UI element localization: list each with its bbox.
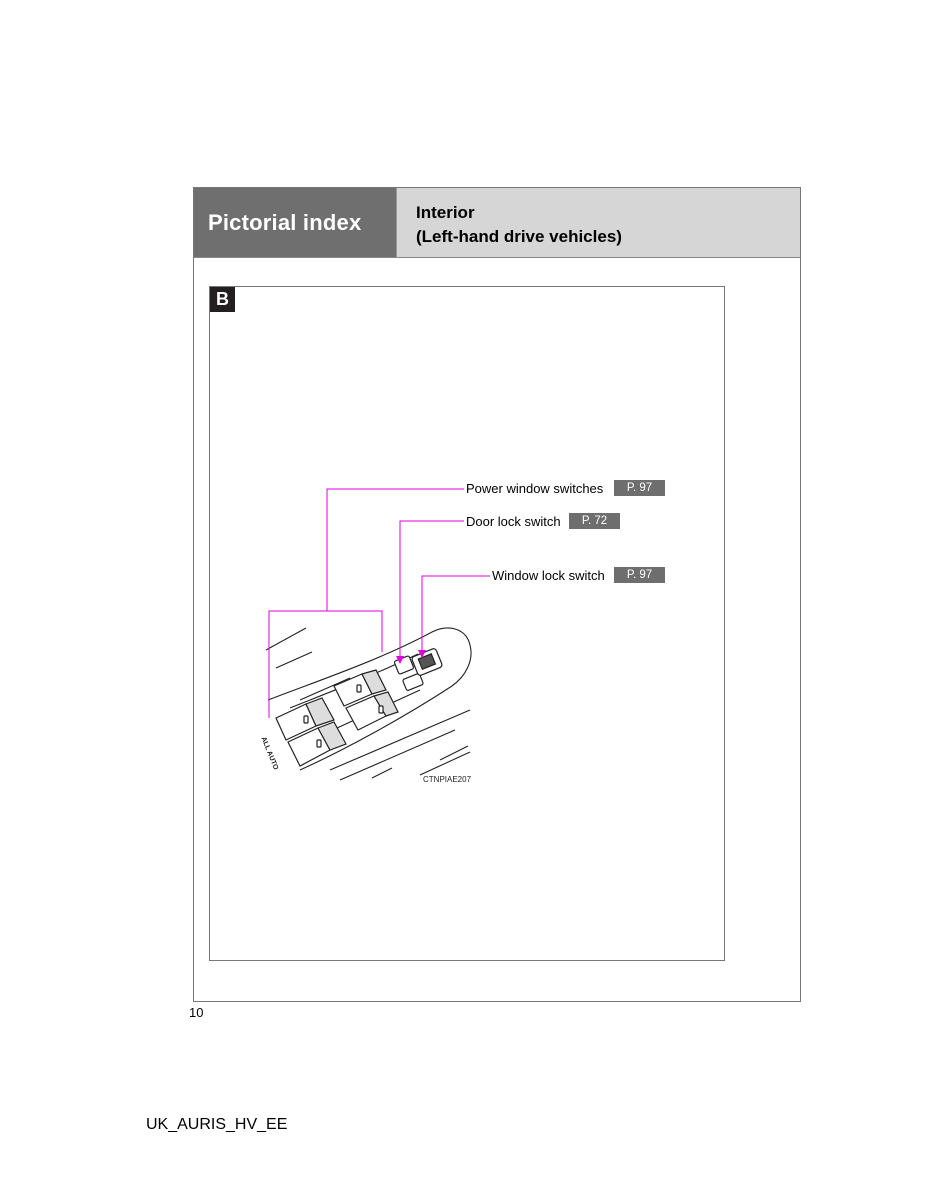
lock-switch-group: [394, 648, 443, 691]
page-ref-door-lock[interactable]: P. 72: [569, 513, 620, 529]
subtitle-line-1: Interior: [416, 203, 475, 222]
all-auto-label: ALL AUTO: [259, 736, 280, 771]
page-number: 10: [189, 1005, 204, 1020]
page-ref-power-window[interactable]: P. 97: [614, 480, 665, 496]
callout-label-window-lock: Window lock switch: [492, 568, 605, 583]
callout-label-door-lock: Door lock switch: [466, 514, 561, 529]
page-ref-window-lock[interactable]: P. 97: [614, 567, 665, 583]
section-letter-badge: B: [210, 287, 235, 312]
section-title: Pictorial index: [194, 188, 396, 257]
callout-label-power-window: Power window switches: [466, 481, 604, 496]
window-switch-group: [276, 670, 398, 766]
image-code: CTNPIAE207: [423, 775, 472, 784]
subtitle-line-2: (Left-hand drive vehicles): [416, 227, 622, 246]
document-code: UK_AURIS_HV_EE: [146, 1116, 288, 1133]
